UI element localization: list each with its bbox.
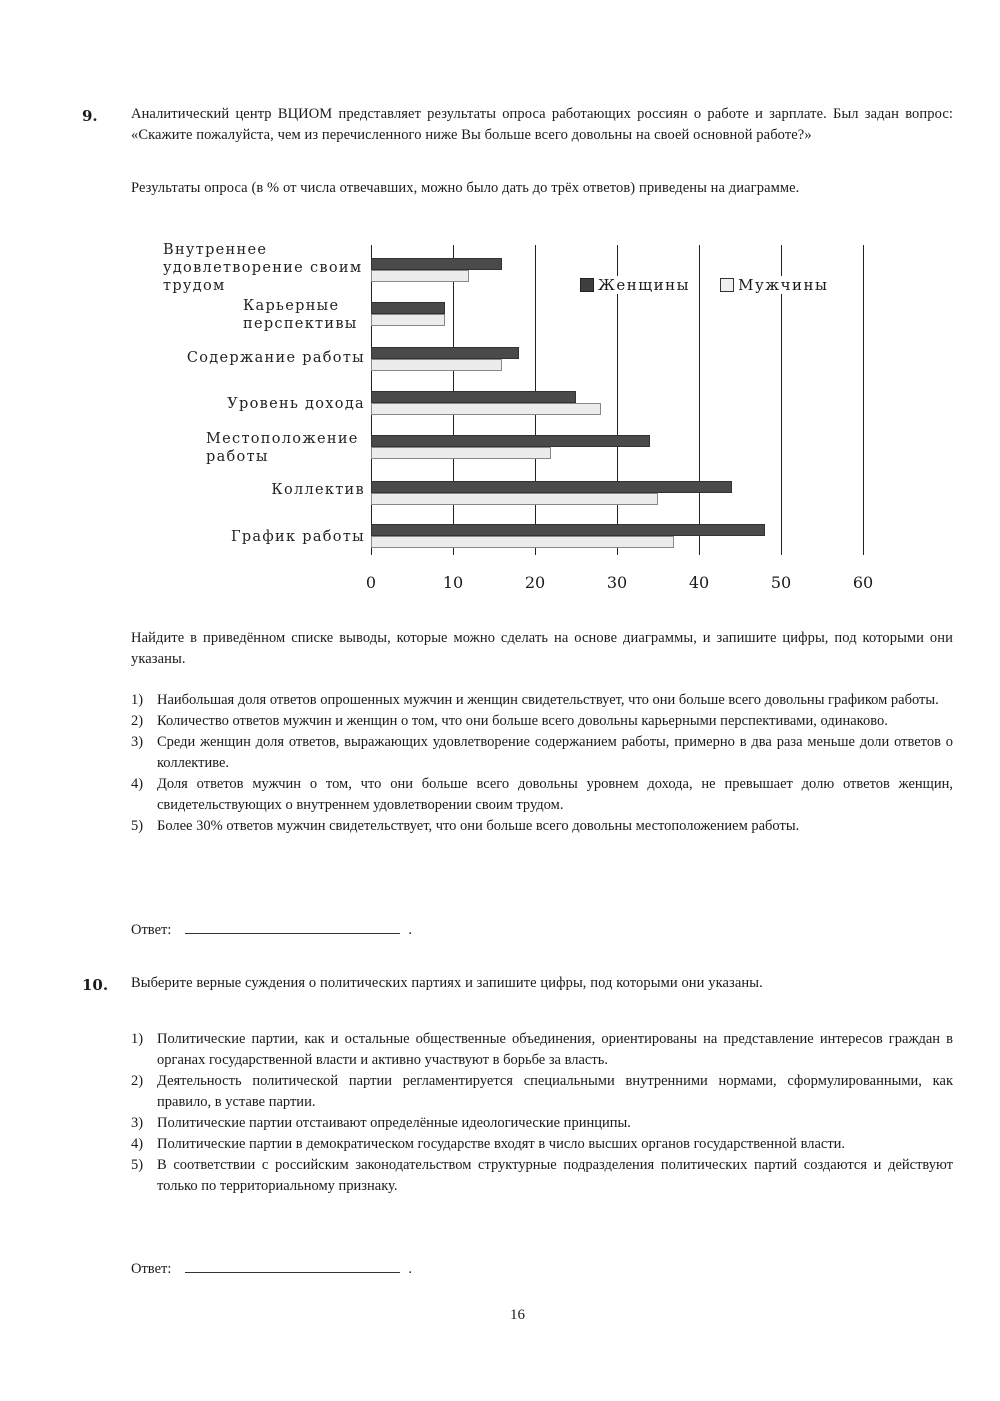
answer-dot: . [408, 1261, 412, 1277]
option-text: Среди женщин доля ответов, выражающих удовлетворение содержанием работы, примерно в два раза меньше доли ответов о коллективе. [157, 734, 953, 771]
legend-swatch-men [720, 278, 734, 292]
option-item [131, 816, 953, 837]
answer-blank[interactable] [185, 1258, 400, 1273]
option-number: 2) [131, 713, 144, 729]
answer-label: Ответ: [131, 922, 172, 938]
category-label-line: Местоположение [206, 431, 359, 447]
x-tick: 60 [852, 573, 874, 592]
category-label [187, 349, 365, 367]
option-number: 4) [131, 1136, 144, 1152]
category-label-line: График работы [230, 529, 365, 545]
x-tick: 20 [524, 573, 546, 592]
x-tick: 40 [688, 573, 710, 592]
option-text: Деятельность политической партии регламентируется специальными внутренними нормами, сформулированными, как правило, в уставе партии. [157, 1073, 953, 1110]
category-label-line: трудом [163, 278, 226, 294]
option-number: 3) [131, 734, 144, 750]
option-text: Более 30% ответов мужчин свидетельствует, что они больше всего довольны местоположением работы. [157, 818, 800, 834]
category-label-line: перспективы [243, 316, 358, 332]
option-item [131, 1155, 953, 1197]
question-10-options [131, 1029, 953, 1197]
category-label-line: Содержание работы [186, 350, 365, 366]
x-tick: 30 [606, 573, 628, 592]
bar-women [371, 481, 732, 493]
category-label-line: работы [206, 449, 269, 465]
option-number: 1) [131, 1031, 144, 1047]
category-label-line: Карьерные [243, 298, 340, 314]
bar-women [371, 302, 445, 314]
x-tick: 10 [442, 573, 464, 592]
option-text: Доля ответов мужчин о том, что они больше всего довольны уровнем дохода, не превышает долю ответов женщин, свидетельствующих о внутреннем удовлетворении своим трудом. [157, 776, 953, 813]
bar-women [371, 347, 519, 359]
bar-chart [150, 240, 890, 600]
option-item [131, 732, 953, 774]
option-item [131, 1134, 953, 1155]
gridline-60 [863, 245, 864, 555]
option-number: 5) [131, 1157, 144, 1173]
option-text: Количество ответов мужчин и женщин о том, что они больше всего довольны карьерными перспективами, одинаково. [157, 713, 888, 729]
answer-label: Ответ: [131, 1261, 172, 1277]
option-item [131, 774, 953, 816]
question-10-intro: Выберите верные суждения о политических партиях и запишите цифры, под которыми они указаны. [131, 975, 763, 991]
bar-women [371, 258, 502, 270]
bar-men [371, 270, 469, 282]
option-number: 2) [131, 1073, 144, 1089]
bar-women [371, 391, 576, 403]
bar-men [371, 493, 658, 505]
category-label [227, 395, 365, 413]
option-item [131, 1029, 953, 1071]
option-item [131, 1113, 953, 1134]
category-label [206, 430, 359, 466]
legend-label-women: Женщины [598, 276, 691, 294]
bar-men [371, 403, 601, 415]
question-9-options [131, 690, 953, 837]
option-text: В соответствии с российским законодательством структурные подразделения политических партий создаются и действуют только по территориальному признаку. [157, 1157, 953, 1194]
category-label-line: Внутреннее [163, 242, 268, 258]
category-label-line: удовлетворение своим [163, 260, 363, 276]
option-text: Наибольшая доля ответов опрошенных мужчин и женщин свидетельствует, что они больше всего довольны графиком работы. [157, 692, 939, 708]
option-text: Политические партии в демократическом государстве входят в число высших органов государственной власти. [157, 1136, 846, 1152]
page-number: 16 [510, 1307, 525, 1323]
answer-dot: . [408, 922, 412, 938]
bar-men [371, 359, 502, 371]
bar-women [371, 524, 765, 536]
question-9-number: 9. [82, 107, 98, 125]
question-9-task: Найдите в приведённом списке выводы, которые можно сделать на основе диаграммы, и запишите цифры, под которыми они указаны. [131, 630, 953, 667]
bar-women [371, 435, 650, 447]
option-item [131, 690, 953, 711]
option-number: 3) [131, 1115, 144, 1131]
category-label [243, 297, 358, 333]
option-number: 1) [131, 692, 144, 708]
legend-label-men: Мужчины [738, 276, 829, 294]
question-10-number: 10. [82, 976, 109, 994]
category-label [163, 241, 362, 295]
category-label [231, 528, 365, 546]
option-text: Политические партии, как и остальные общественные объединения, ориентированы на представление интересов граждан в органах государственной власти и активно участвуют в борьбе за власть. [157, 1031, 953, 1068]
legend-swatch-women [580, 278, 594, 292]
option-item [131, 1071, 953, 1113]
x-tick: 50 [770, 573, 792, 592]
question-9-answer [131, 919, 412, 939]
option-text: Политические партии отстаивают определённые идеологические принципы. [157, 1115, 631, 1131]
question-9-results-note: Результаты опроса (в % от числа отвечавших, можно было дать до трёх ответов) приведены на диаграмме. [131, 180, 800, 196]
x-tick: 0 [365, 573, 377, 592]
option-item [131, 711, 953, 732]
question-10-answer [131, 1258, 412, 1278]
answer-blank[interactable] [185, 919, 400, 934]
bar-men [371, 536, 674, 548]
option-number: 5) [131, 818, 144, 834]
category-label-line: Коллектив [271, 482, 365, 498]
chart-legend [580, 276, 828, 294]
question-9-intro: Аналитический центр ВЦИОМ представляет результаты опроса работающих россиян о работе и зарплате. Был задан вопрос: «Скажите пожалуйста, чем из перечисленного ниже Вы больше всего довольны на своей основной работе?» [131, 106, 953, 143]
category-label [271, 481, 365, 499]
bar-men [371, 447, 551, 459]
category-label-line: Уровень дохода [227, 396, 365, 412]
bar-men [371, 314, 445, 326]
option-number: 4) [131, 776, 144, 792]
